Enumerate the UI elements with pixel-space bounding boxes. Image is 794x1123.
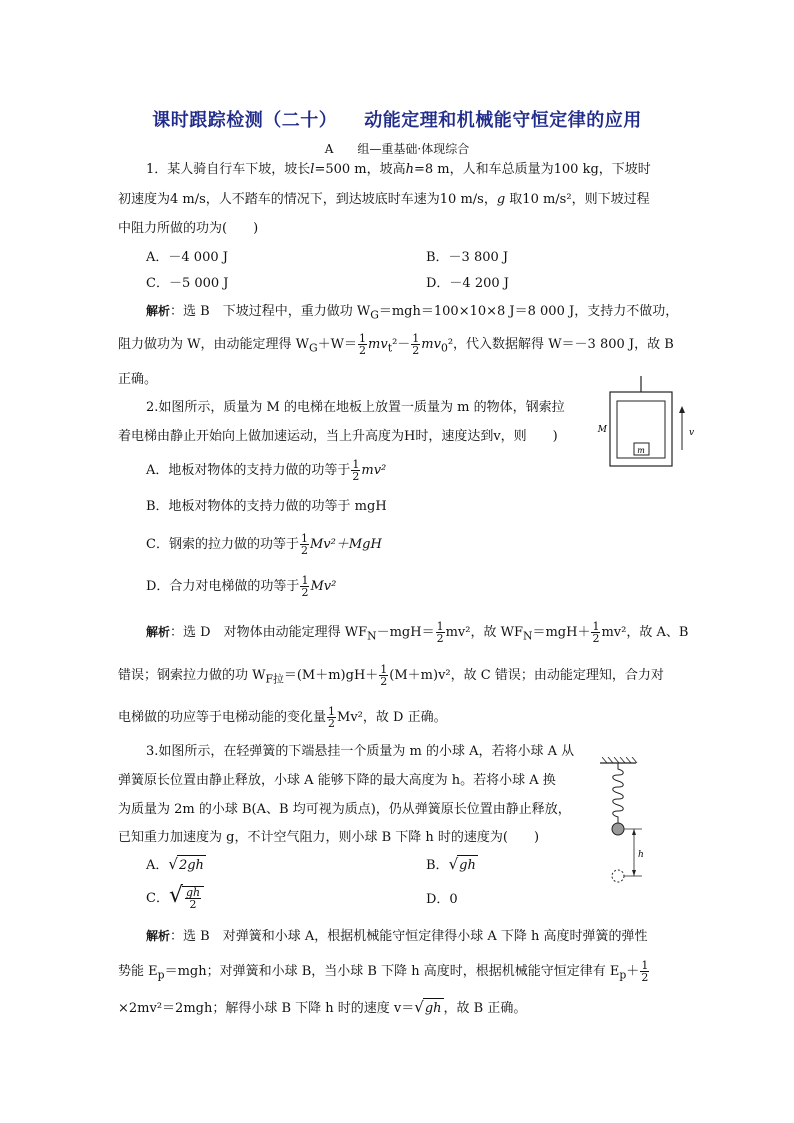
- q3-line-4: 已知重力加速度为 g，不计空气阻力，则小球 B 下降 h 时的速度为( ): [118, 830, 540, 845]
- q2-option-b: B．地板对物体的支持力做的功等于 mgH: [146, 499, 387, 514]
- q3-option-a: A．√2gh: [146, 854, 206, 876]
- q2-option-d: D．合力对电梯做的功等于 $\frac{1}{2}$ Mv²: [146, 574, 337, 599]
- q1-line-1: 1．某人骑自行车下坡，坡长l=500 m，坡高h=8 m，人和车总质量为100 kg，下坡时: [146, 162, 651, 177]
- q1-solution-line-2: 阻力做功为 W，由动能定理得 $W_G+W=$ $\frac{1}{2}$ $mv_t^2-$ $\frac{1}{2}$ $mv_0^2$，代入数据解得 W＝－3 800 J，故 B: [118, 332, 674, 357]
- q2-option-c: C．钢索的拉力做的功等于 $\frac{1}{2}$ Mv²＋MgH: [146, 532, 382, 557]
- q2-option-a: A．地板对物体的支持力做的功等于 $\frac{1}{2}$ mv²: [146, 458, 387, 483]
- q3-line-2: 弹簧原长位置由静止释放，小球 A 能够下降的最大高度为 h。若将小球 A 换: [118, 773, 556, 788]
- elevator-velocity-label: v: [689, 428, 695, 438]
- q2-solution-line-1: 解析：选 D 对物体由动能定理得 $WF_N-mgH=$ $\frac{1}{2}$ mv²，故 $WF_N=mgH+$ $\frac{1}{2}$ mv²，故 A、B: [146, 620, 689, 645]
- q1-option-c: C．－5 000 J: [146, 276, 229, 291]
- q3-solution-line-3: ×2mv²＝2mgh；解得小球 B 下降 h 时的速度 v＝√gh ，故 B 正确。: [118, 997, 680, 1019]
- section-heading: A 组—重基础·体现综合: [324, 142, 470, 156]
- elevator-M-label: M: [597, 425, 607, 435]
- q3-option-c: C．√ $\frac{gh}{2}$: [146, 886, 204, 910]
- q1-option-b: B．－3 800 J: [426, 250, 509, 265]
- q3-solution-line-2: 势能 $E_p=mgh$；对弹簧和小球 B，当小球 B 下降 h 高度时，根据机械能守恒定律有 $E_p+$ $\frac{1}{2}$: [118, 959, 649, 984]
- q1-option-d: D．－4 200 J: [426, 276, 509, 291]
- q3-option-d: D．0: [426, 892, 458, 907]
- elevator-mass-label: m: [637, 446, 645, 455]
- q2-solution-line-3: 电梯做的功应等于电梯动能的变化量 $\frac{1}{2}$ Mv²，故 D 正确。: [118, 705, 447, 730]
- q1-solution-line-1: 解析：选 B 下坡过程中，重力做功 $W_G=mgh=100\times 10\times 8$ J＝8 000 J，支持力不做功，: [146, 304, 679, 322]
- elevator-figure: [596, 372, 706, 472]
- q1-line-3: 中阻力所做的功为( ): [118, 221, 259, 236]
- q2-solution-line-2: 错误；钢索拉力做的功 $W_{F拉}=(M+m)gH+$ $\frac{1}{2}$ (M＋m)v²，故 C 错误；由动能定理知，合力对: [118, 663, 664, 688]
- q3-line-3: 为质量为 2m 的小球 B(A、B 均可视为质点)，仍从弹簧原长位置由静止释放，: [118, 802, 571, 817]
- q2-line-2: 着电梯由静止开始向上做加速运动，当上升高度为H时，速度达到v，则 ): [118, 429, 558, 444]
- spring-figure: [598, 757, 678, 887]
- q3-solution-line-1: 解析：选 B 对弹簧和小球 A，根据机械能守恒定律得小球 A 下降 h 高度时弹簧的弹性: [146, 929, 648, 944]
- q1-option-a: A．－4 000 J: [146, 250, 228, 265]
- spring-height-label: h: [638, 850, 644, 860]
- page-title: 课时跟踪检测（二十） 动能定理和机械能守恒定律的应用: [152, 110, 642, 131]
- q3-option-b: B．√gh: [426, 854, 478, 876]
- q1-line-2: 初速度为4 m/s，人不踏车的情况下，到达坡底时车速为10 m/s，g 取10 m/s²，则下坡过程: [118, 192, 650, 207]
- q2-line-1: 2.如图所示，质量为 M 的电梯在地板上放置一质量为 m 的物体，钢索拉: [146, 400, 565, 415]
- q3-line-1: 3.如图所示，在轻弹簧的下端悬挂一个质量为 m 的小球 A，若将小球 A 从: [146, 744, 575, 759]
- q1-solution-line-3: 正确。: [118, 372, 158, 387]
